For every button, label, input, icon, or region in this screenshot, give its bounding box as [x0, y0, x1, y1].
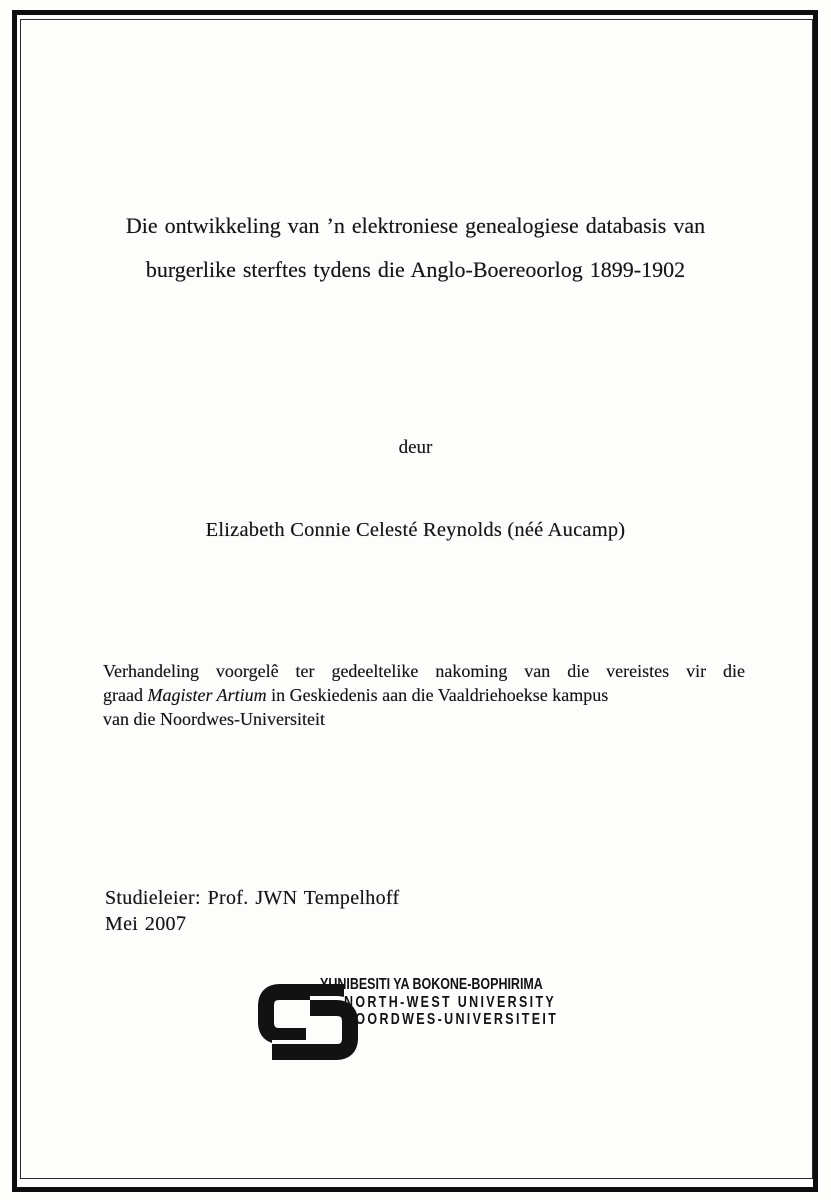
submission-line-2-prefix: graad [103, 685, 148, 705]
submission-statement [103, 659, 745, 731]
byline-label: deur [398, 437, 433, 458]
submission-line-2-suffix: in Geskiedenis aan die Vaaldriehoekse kampus [266, 685, 609, 705]
logo-line-english: NORTH-WEST UNIVERSITY [344, 993, 557, 1011]
submission-line-3: van die Noordwes-Universiteit [103, 709, 325, 729]
thesis-title-line-2: burgerlike sterftes tydens die Anglo-Boereoorlog 1899-1902 [145, 257, 686, 282]
supervisor-line: Studieleier: Prof. JWN Tempelhoff [105, 887, 400, 909]
date-final-digit: 7 [175, 911, 187, 936]
degree-name: Magister Artium [147, 685, 267, 705]
logo-line-afrikaans: NOORDWES-UNIVERSITEIT [344, 1011, 559, 1028]
university-logo-text [320, 976, 619, 1029]
submission-line-2 [103, 683, 745, 707]
logo-line-setswana: YUNIBESITI YA BOKONE-BOPHIRIMA [320, 976, 543, 993]
thesis-title [40, 204, 791, 292]
submission-line-1: Verhandeling voorgelê ter gedeeltelike nakoming van die vereistes vir die [103, 661, 745, 681]
supervisor-and-date [105, 886, 399, 937]
date-line [105, 912, 399, 938]
university-logo [258, 971, 588, 1071]
author-name: Elizabeth Connie Celesté Reynolds (néé Aucamp) [205, 519, 626, 541]
date-prefix: Mei 200 [105, 912, 176, 935]
thesis-title-line-1: Die ontwikkeling van ’n elektroniese genealogiese databasis van [125, 213, 706, 238]
